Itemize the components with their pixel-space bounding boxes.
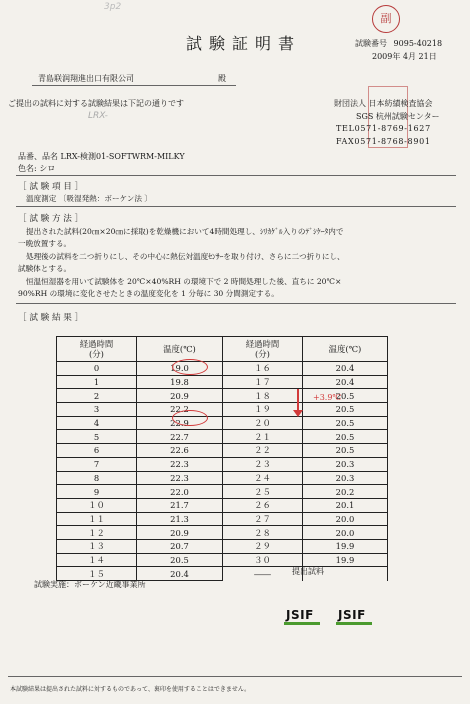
table-cell: １１ — [57, 512, 137, 526]
table-cell: ２９ — [223, 539, 303, 553]
method-line: 処理後の試料を二つ折りにし、その中心に熱伝対温度ｾﾝｻｰを取り付け、さらに二つ折りにし、 — [26, 252, 345, 261]
table-cell: 20.4 — [303, 375, 388, 389]
table-cell: １２ — [57, 526, 137, 540]
method-line: 提出された試料(20㎝×20㎝に採取)を乾燥機において4時間処理し、ｼﾘｶｹﾞﾙ入りのﾃﾞｼｹｰﾀ内で — [26, 227, 344, 236]
sample-label: 提出試料 — [292, 567, 324, 576]
table-row — [57, 526, 388, 540]
method-line: 試験体とする。 — [18, 264, 72, 273]
table-cell: 2 — [57, 389, 137, 403]
issue-date: 2009年 4月 21日 — [372, 52, 437, 61]
table-row — [57, 416, 388, 430]
table-cell: ２３ — [223, 457, 303, 471]
table-cell: １８ — [223, 389, 303, 403]
table-cell: 20.5 — [303, 403, 388, 417]
table-cell: 20.1 — [303, 498, 388, 512]
footer-note: 本試験結果は提出された試料に対するものであって、裏印を使用することはできません。 — [10, 686, 251, 693]
jsif-logo: JSIF — [286, 608, 314, 622]
handwritten-note: 3p2 — [104, 2, 122, 12]
table-cell: 20.3 — [303, 471, 388, 485]
test-item-text: 温度測定 〔吸湿発熱：ボーケン法 〕 — [26, 194, 152, 203]
table-cell: １９ — [223, 403, 303, 417]
org-center: SGS 杭州試験センター — [356, 112, 440, 121]
header-temperature: 温度(℃) — [303, 337, 388, 362]
performed-by: 試験実施：ボーケン近畿事業所 — [34, 580, 146, 589]
table-cell: ２８ — [223, 526, 303, 540]
highlight-circle-peak — [172, 410, 208, 426]
table-row — [57, 553, 388, 567]
table-header-row — [57, 337, 388, 362]
test-method-heading: ［ 試 験 方 法 ］ — [18, 214, 84, 224]
highlight-circle-start — [172, 359, 208, 375]
table-cell: 20.2 — [303, 485, 388, 499]
table-cell: 20.7 — [137, 539, 223, 553]
table-row — [57, 539, 388, 553]
table-cell: 22.0 — [137, 485, 223, 499]
table-cell: 7 — [57, 457, 137, 471]
table-cell: 20.4 — [303, 362, 388, 376]
table-cell: 20.4 — [137, 567, 223, 581]
table-cell: 20.0 — [303, 512, 388, 526]
table-row — [57, 471, 388, 485]
cert-number-value: 9095-40218 — [393, 39, 443, 48]
table-cell: 22.3 — [137, 457, 223, 471]
table-row — [57, 362, 388, 376]
table-cell: １３ — [57, 539, 137, 553]
table-cell: ３０ — [223, 553, 303, 567]
table-cell: ２７ — [223, 512, 303, 526]
table-cell: 4 — [57, 416, 137, 430]
table-cell: 22.2 — [137, 403, 223, 417]
table-cell: 20.0 — [303, 526, 388, 540]
seal-stamp: 副 — [372, 5, 400, 33]
client-suffix: 殿 — [218, 74, 226, 83]
table-row — [57, 498, 388, 512]
table-cell: ２４ — [223, 471, 303, 485]
table-cell: 20.9 — [137, 389, 223, 403]
jsif-logo: JSIF — [338, 608, 366, 622]
table-cell: ２０ — [223, 416, 303, 430]
table-cell: 9 — [57, 485, 137, 499]
table-cell: １６ — [223, 362, 303, 376]
table-cell: ２１ — [223, 430, 303, 444]
result-table — [56, 336, 388, 581]
table-cell: 20.5 — [303, 389, 388, 403]
table-row — [57, 403, 388, 417]
table-cell: １４ — [57, 553, 137, 567]
table-cell: 19.0 — [137, 362, 223, 376]
table-row — [57, 430, 388, 444]
cert-number-label: 試験番号 — [355, 39, 387, 48]
table-row — [57, 512, 388, 526]
table-cell: 20.5 — [303, 430, 388, 444]
table-cell: 22.7 — [137, 430, 223, 444]
table-cell: 8 — [57, 471, 137, 485]
table-row — [57, 457, 388, 471]
client-name: 青島联润翔進出口有限公司 — [38, 74, 134, 83]
product-name: 品番、品名 LRX-検測01-SOFTWRM-MILKY — [18, 152, 185, 161]
table-row — [57, 485, 388, 499]
table-cell: 22.9 — [137, 416, 223, 430]
table-cell: 20.5 — [303, 444, 388, 458]
color-name: 色名: シロ — [18, 164, 56, 173]
org-name: 財団法人 日本紡績検査協会 — [334, 99, 433, 108]
table-cell: 0 — [57, 362, 137, 376]
table-cell: ―― — [223, 567, 303, 581]
table-cell: ２５ — [223, 485, 303, 499]
table-cell: １０ — [57, 498, 137, 512]
table-cell: 22.6 — [137, 444, 223, 458]
table-row — [57, 444, 388, 458]
method-line: 90%RH の環境に変化させたときの温度変化を 1 分毎に 30 分間測定する。 — [18, 289, 279, 298]
table-cell: 21.3 — [137, 512, 223, 526]
temperature-rise-annotation: +3.9℃ — [313, 393, 342, 402]
table-cell: 20.5 — [303, 416, 388, 430]
method-line: 一晩放置する。 — [18, 239, 72, 248]
table-cell: ２６ — [223, 498, 303, 512]
page-title: 試験証明書 — [186, 34, 302, 53]
table-cell: 19.8 — [137, 375, 223, 389]
table-cell: ２２ — [223, 444, 303, 458]
table-cell: １７ — [223, 375, 303, 389]
table-cell: 5 — [57, 430, 137, 444]
test-result-heading: ［ 試 験 結 果 ］ — [18, 313, 84, 323]
table-cell: １５ — [57, 567, 137, 581]
org-tel: TEL0571-8769-1627 — [336, 124, 431, 133]
intro-text: ご提出の試料に対する試験結果は下記の通りです — [8, 99, 184, 108]
table-cell: 21.7 — [137, 498, 223, 512]
org-fax: FAX0571-8768-8901 — [336, 137, 431, 146]
method-line: 恒温恒湿器を用いて試験体を 20℃×40%RH の環境下で 2 時間処理した後、直ちに 20℃× — [26, 277, 342, 286]
down-arrow-icon — [293, 410, 303, 417]
hand-mark: LRX- — [88, 111, 108, 121]
table-cell: 3 — [57, 403, 137, 417]
table-row — [57, 375, 388, 389]
table-cell: 20.5 — [137, 553, 223, 567]
cert-number — [355, 38, 442, 49]
table-cell: 19.9 — [303, 553, 388, 567]
table-cell: 1 — [57, 375, 137, 389]
table-cell: 19.9 — [303, 539, 388, 553]
header-temperature: 温度(℃) — [137, 337, 223, 362]
header-elapsed-time: 経過時間 (分) — [223, 337, 303, 362]
table-cell: 6 — [57, 444, 137, 458]
table-cell: 20.9 — [137, 526, 223, 540]
table-cell: 20.3 — [303, 457, 388, 471]
table-cell: 22.3 — [137, 471, 223, 485]
header-elapsed-time: 経過時間 (分) — [57, 337, 137, 362]
test-item-heading: ［ 試 験 項 目 ］ — [18, 182, 84, 192]
